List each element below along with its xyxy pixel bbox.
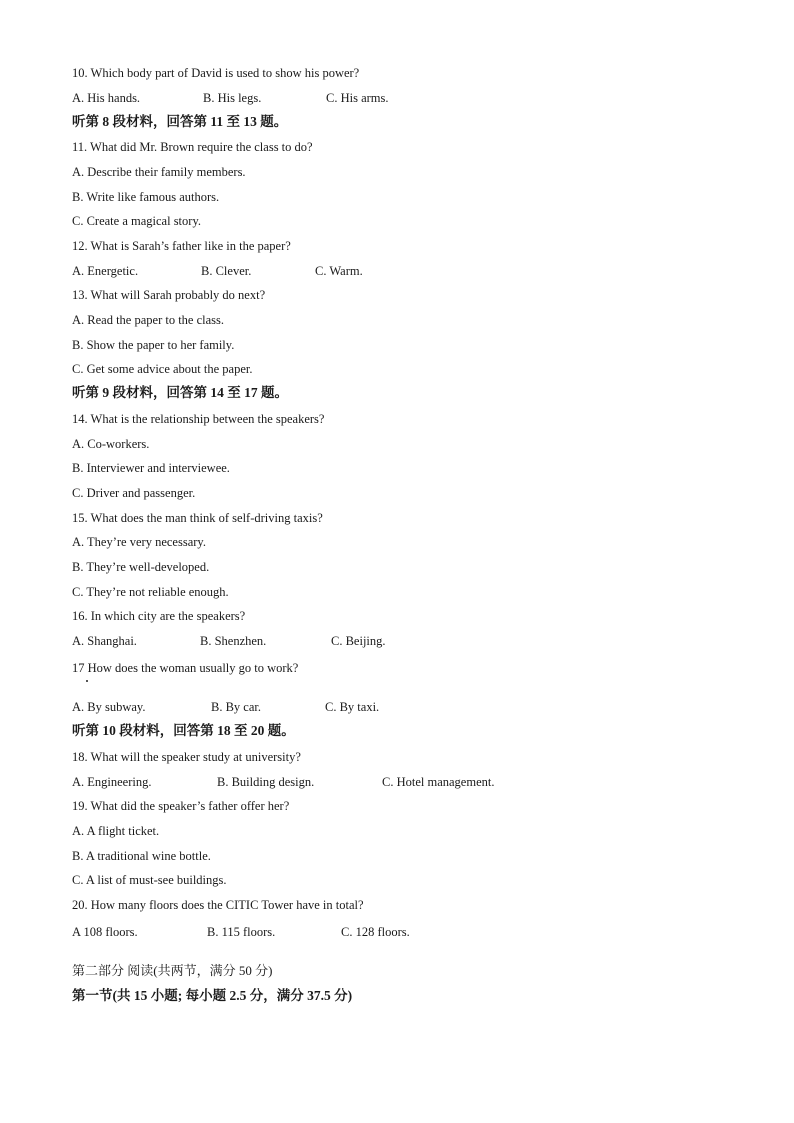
option-19b: B. A traditional wine bottle. [72,849,211,863]
option-10c: C. His arms. [326,91,389,105]
section-8-header: 听第 8 段材料，回答第 11 至 13 题。 [72,114,288,129]
option-13c: C. Get some advice about the paper. [72,362,253,376]
part-2-header: 第二部分 阅读(共两节，满分 50 分) [72,963,273,978]
option-12b: B. Clever. [201,264,252,278]
option-17c: C. By taxi. [325,700,380,714]
section-10-header: 听第 10 段材料，回答第 18 至 20 题。 [72,723,295,738]
option-20a: A 108 floors. [72,925,138,939]
question-18: 18. What will the speaker study at university? [72,750,301,764]
option-11c: C. Create a magical story. [72,214,202,228]
option-18a: A. Engineering. [72,775,152,789]
option-20b: B. 115 floors. [207,925,276,939]
question-19: 19. What did the speaker’s father offer her? [72,799,290,813]
section-9-header: 听第 9 段材料，回答第 14 至 17 题。 [72,385,288,400]
stray-mark [86,680,88,682]
option-15c: C. They’re not reliable enough. [72,585,229,599]
option-13a: A. Read the paper to the class. [72,313,225,327]
question-13: 13. What will Sarah probably do next? [72,288,266,302]
option-15a: A. They’re very necessary. [72,535,206,549]
option-14b: B. Interviewer and interviewee. [72,461,230,475]
option-13b: B. Show the paper to her family. [72,338,235,352]
section-1-header: 第一节(共 15 小题; 每小题 2.5 分，满分 37.5 分) [72,988,353,1003]
option-16c: C. Beijing. [331,634,386,648]
option-20c: C. 128 floors. [341,925,410,939]
option-14a: A. Co-workers. [72,437,150,451]
option-10a: A. His hands. [72,91,141,105]
option-18c: C. Hotel management. [382,775,495,789]
question-11: 11. What did Mr. Brown require the class to do? [72,140,313,154]
option-11b: B. Write like famous authors. [72,190,220,204]
option-15b: B. They’re well-developed. [72,560,210,574]
question-17: 17 How does the woman usually go to work? [72,661,299,675]
option-14c: C. Driver and passenger. [72,486,196,500]
option-18b: B. Building design. [217,775,315,789]
question-15: 15. What does the man think of self-driving taxis? [72,511,323,525]
question-10: 10. Which body part of David is used to show his power? [72,66,360,80]
question-12: 12. What is Sarah’s father like in the paper? [72,239,291,253]
option-11a: A. Describe their family members. [72,165,246,179]
option-17a: A. By subway. [72,700,146,714]
option-12c: C. Warm. [315,264,363,278]
question-14: 14. What is the relationship between the speakers? [72,412,325,426]
option-19c: C. A list of must-see buildings. [72,873,227,887]
option-16a: A. Shanghai. [72,634,137,648]
option-10b: B. His legs. [203,91,262,105]
question-20: 20. How many floors does the CITIC Tower have in total? [72,898,364,912]
option-17b: B. By car. [211,700,261,714]
option-12a: A. Energetic. [72,264,139,278]
question-16: 16. In which city are the speakers? [72,609,246,623]
option-16b: B. Shenzhen. [200,634,267,648]
option-19a: A. A flight ticket. [72,824,160,838]
